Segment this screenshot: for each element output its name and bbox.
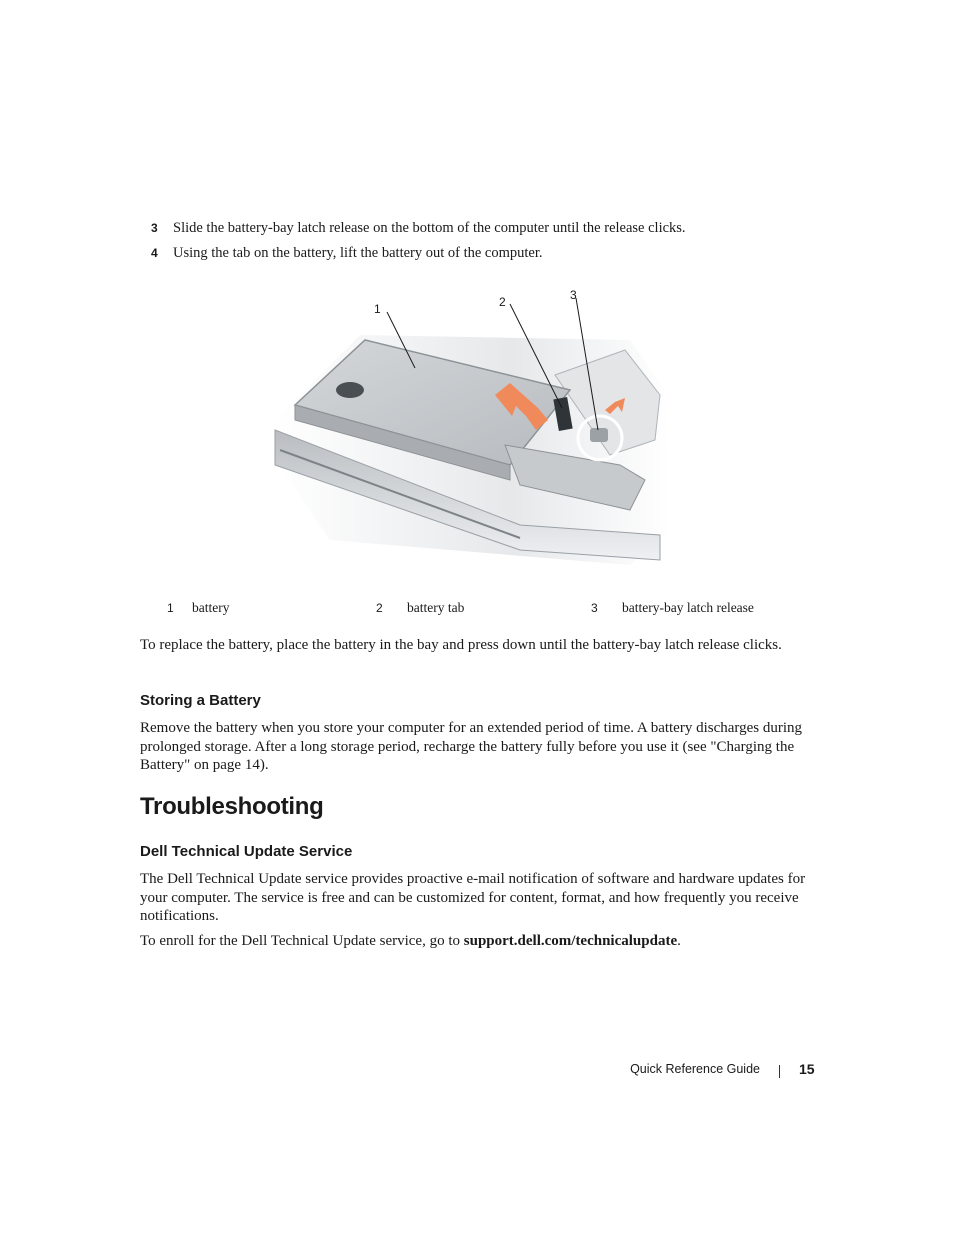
step-text: Using the tab on the battery, lift the battery out of the computer. [173,245,543,261]
step-4 [151,245,543,262]
figure-caption [0,600,954,620]
caption-label: battery-bay latch release [622,600,754,615]
caption-label: battery tab [407,600,465,615]
callout-1: 1 [374,302,381,316]
latch-release-shape [590,428,608,442]
step-3 [151,220,686,237]
enroll-suffix: . [677,933,681,949]
caption-number: 3 [591,601,598,615]
dell-update-enroll-paragraph [140,932,820,951]
step-number: 3 [151,221,158,235]
battery-removal-illustration [270,280,680,580]
caption-number: 2 [376,601,383,615]
caption-label: battery [192,600,230,615]
dell-update-paragraph: The Dell Technical Update service provides proactive e-mail notification of software and hardware updates for your computer. The service is free and can be customized for content, format, and how frequently you receive notifications. [140,871,806,924]
step-number: 4 [151,246,158,260]
dell-update-heading: Dell Technical Update Service [140,843,353,860]
caption-number: 1 [167,601,174,615]
footer-title: Quick Reference Guide [630,1062,760,1076]
storing-battery-heading: Storing a Battery [140,692,261,709]
enroll-text: To enroll for the Dell Technical Update service, go to [140,933,464,949]
storing-battery-paragraph: Remove the battery when you store your computer for an extended period of time. A battery discharges during prolonged storage. After a long storage period, recharge the battery fully before you use it (see "Charging the Battery" on page 14). [140,720,803,773]
technical-update-link[interactable]: support.dell.com/technicalupdate [463,933,678,949]
battery-illustration-svg [270,280,680,580]
troubleshooting-heading: Troubleshooting [140,793,324,820]
step-text: Slide the battery-bay latch release on the bottom of the computer until the release clicks. [173,220,686,236]
page-footer [0,1062,954,1082]
battery-grip [336,382,364,398]
replace-battery-paragraph: To replace the battery, place the battery in the bay and press down until the battery-bay latch release clicks. [140,637,782,653]
footer-separator [779,1065,780,1078]
callout-3: 3 [570,288,577,302]
page-number: 15 [799,1061,815,1077]
callout-2: 2 [499,295,506,309]
